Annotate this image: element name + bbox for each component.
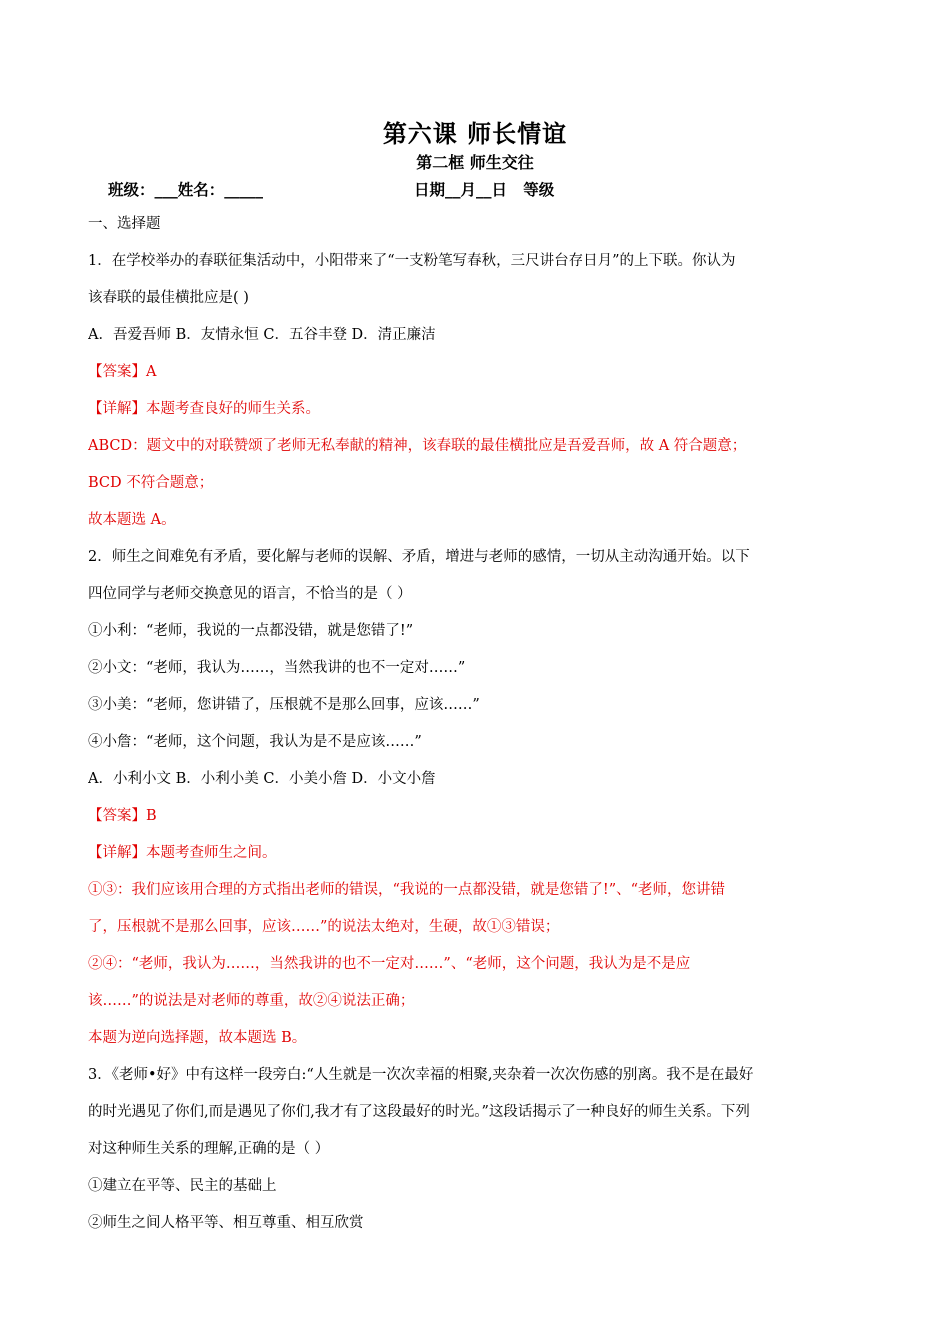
q1-stem-line-1: 1．在学校举办的春联征集活动中，小阳带来了“一支粉笔写春秋，三尺讲台存日月”的上下联。你认为 <box>88 253 736 269</box>
q3-stem-line-2: 的时光遇见了你们,而是遇见了你们,我才有了这段最好的时光。”这段话揭示了一种良好的师生关系。下列 <box>88 1104 750 1120</box>
class-name-line: 班级：___姓名：_____ <box>108 181 264 199</box>
q1-explanation-line-1: ABCD：题文中的对联赞颂了老师无私奉献的精神，该春联的最佳横批应是吾爱吾师，故 A 符合题意； <box>88 438 747 454</box>
q3-item-2: ②师生之间人格平等、相互尊重、相互欣赏 <box>88 1215 364 1231</box>
q2-explanation-line-4: 该……”的说法是对老师的尊重，故②④说法正确； <box>88 993 415 1009</box>
q1-options: A．吾爱吾师 B．友情永恒 C．五谷丰登 D．清正廉洁 <box>88 327 436 343</box>
q1-stem-line-2: 该春联的最佳横批应是( ) <box>88 290 249 306</box>
section-heading: 一、选择题 <box>88 216 161 232</box>
q2-item-4: ④小詹：“老师，这个问题，我认为是不是应该……” <box>88 734 422 750</box>
q2-options: A．小利小文 B．小利小美 C．小美小詹 D．小文小詹 <box>88 771 436 787</box>
q3-item-1: ①建立在平等、民主的基础上 <box>88 1178 277 1194</box>
q2-item-2: ②小文：“老师，我认为……，当然我讲的也不一定对……” <box>88 660 466 676</box>
q2-explanation-line-3: ②④：“老师，我认为……，当然我讲的也不一定对……”、“老师，这个问题，我认为是不是应 <box>88 956 691 972</box>
q2-answer: 【答案】B <box>88 808 157 824</box>
q2-stem-line-1: 2．师生之间难免有矛盾，要化解与老师的误解、矛盾，增进与老师的感情，一切从主动沟通开始。以下 <box>88 549 750 565</box>
q2-explanation-line-2: 了，压根就不是那么回事，应该……”的说法太绝对，生硬，故①③错误； <box>88 919 560 935</box>
q2-detail: 【详解】本题考查师生之间。 <box>88 845 277 861</box>
q3-stem-line-3: 对这种师生关系的理解,正确的是（ ） <box>88 1141 330 1157</box>
document-body <box>88 206 864 1242</box>
q1-answer: 【答案】A <box>88 364 157 380</box>
date-grade-line: 日期__月__日 等级 <box>414 181 555 199</box>
q2-item-3: ③小美：“老师，您讲错了，压根就不是那么回事，应该……” <box>88 697 480 713</box>
page-title: 第六课 师长情谊 <box>382 120 568 148</box>
q1-detail: 【详解】本题考查良好的师生关系。 <box>88 401 320 417</box>
q2-item-1: ①小利：“老师，我说的一点都没错，就是您错了!” <box>88 623 414 639</box>
q3-stem-line-1: 3．《老师•好》中有这样一段旁白:“人生就是一次次幸福的相聚,夹杂着一次次伤感的别离。我不是在最好 <box>88 1067 754 1083</box>
q1-explanation-line-2: BCD 不符合题意； <box>88 475 214 491</box>
q2-stem-line-2: 四位同学与老师交换意见的语言，不恰当的是（ ） <box>88 586 412 602</box>
q2-explanation-line-5: 本题为逆向选择题，故本题选 B。 <box>88 1030 307 1046</box>
q2-explanation-line-1: ①③：我们应该用合理的方式指出老师的错误，“我说的一点都没错，就是您错了!”、“老师，您讲错 <box>88 882 726 898</box>
q1-explanation-line-3: 故本题选 A。 <box>88 512 176 528</box>
page-subtitle: 第二框 师生交往 <box>416 153 534 172</box>
